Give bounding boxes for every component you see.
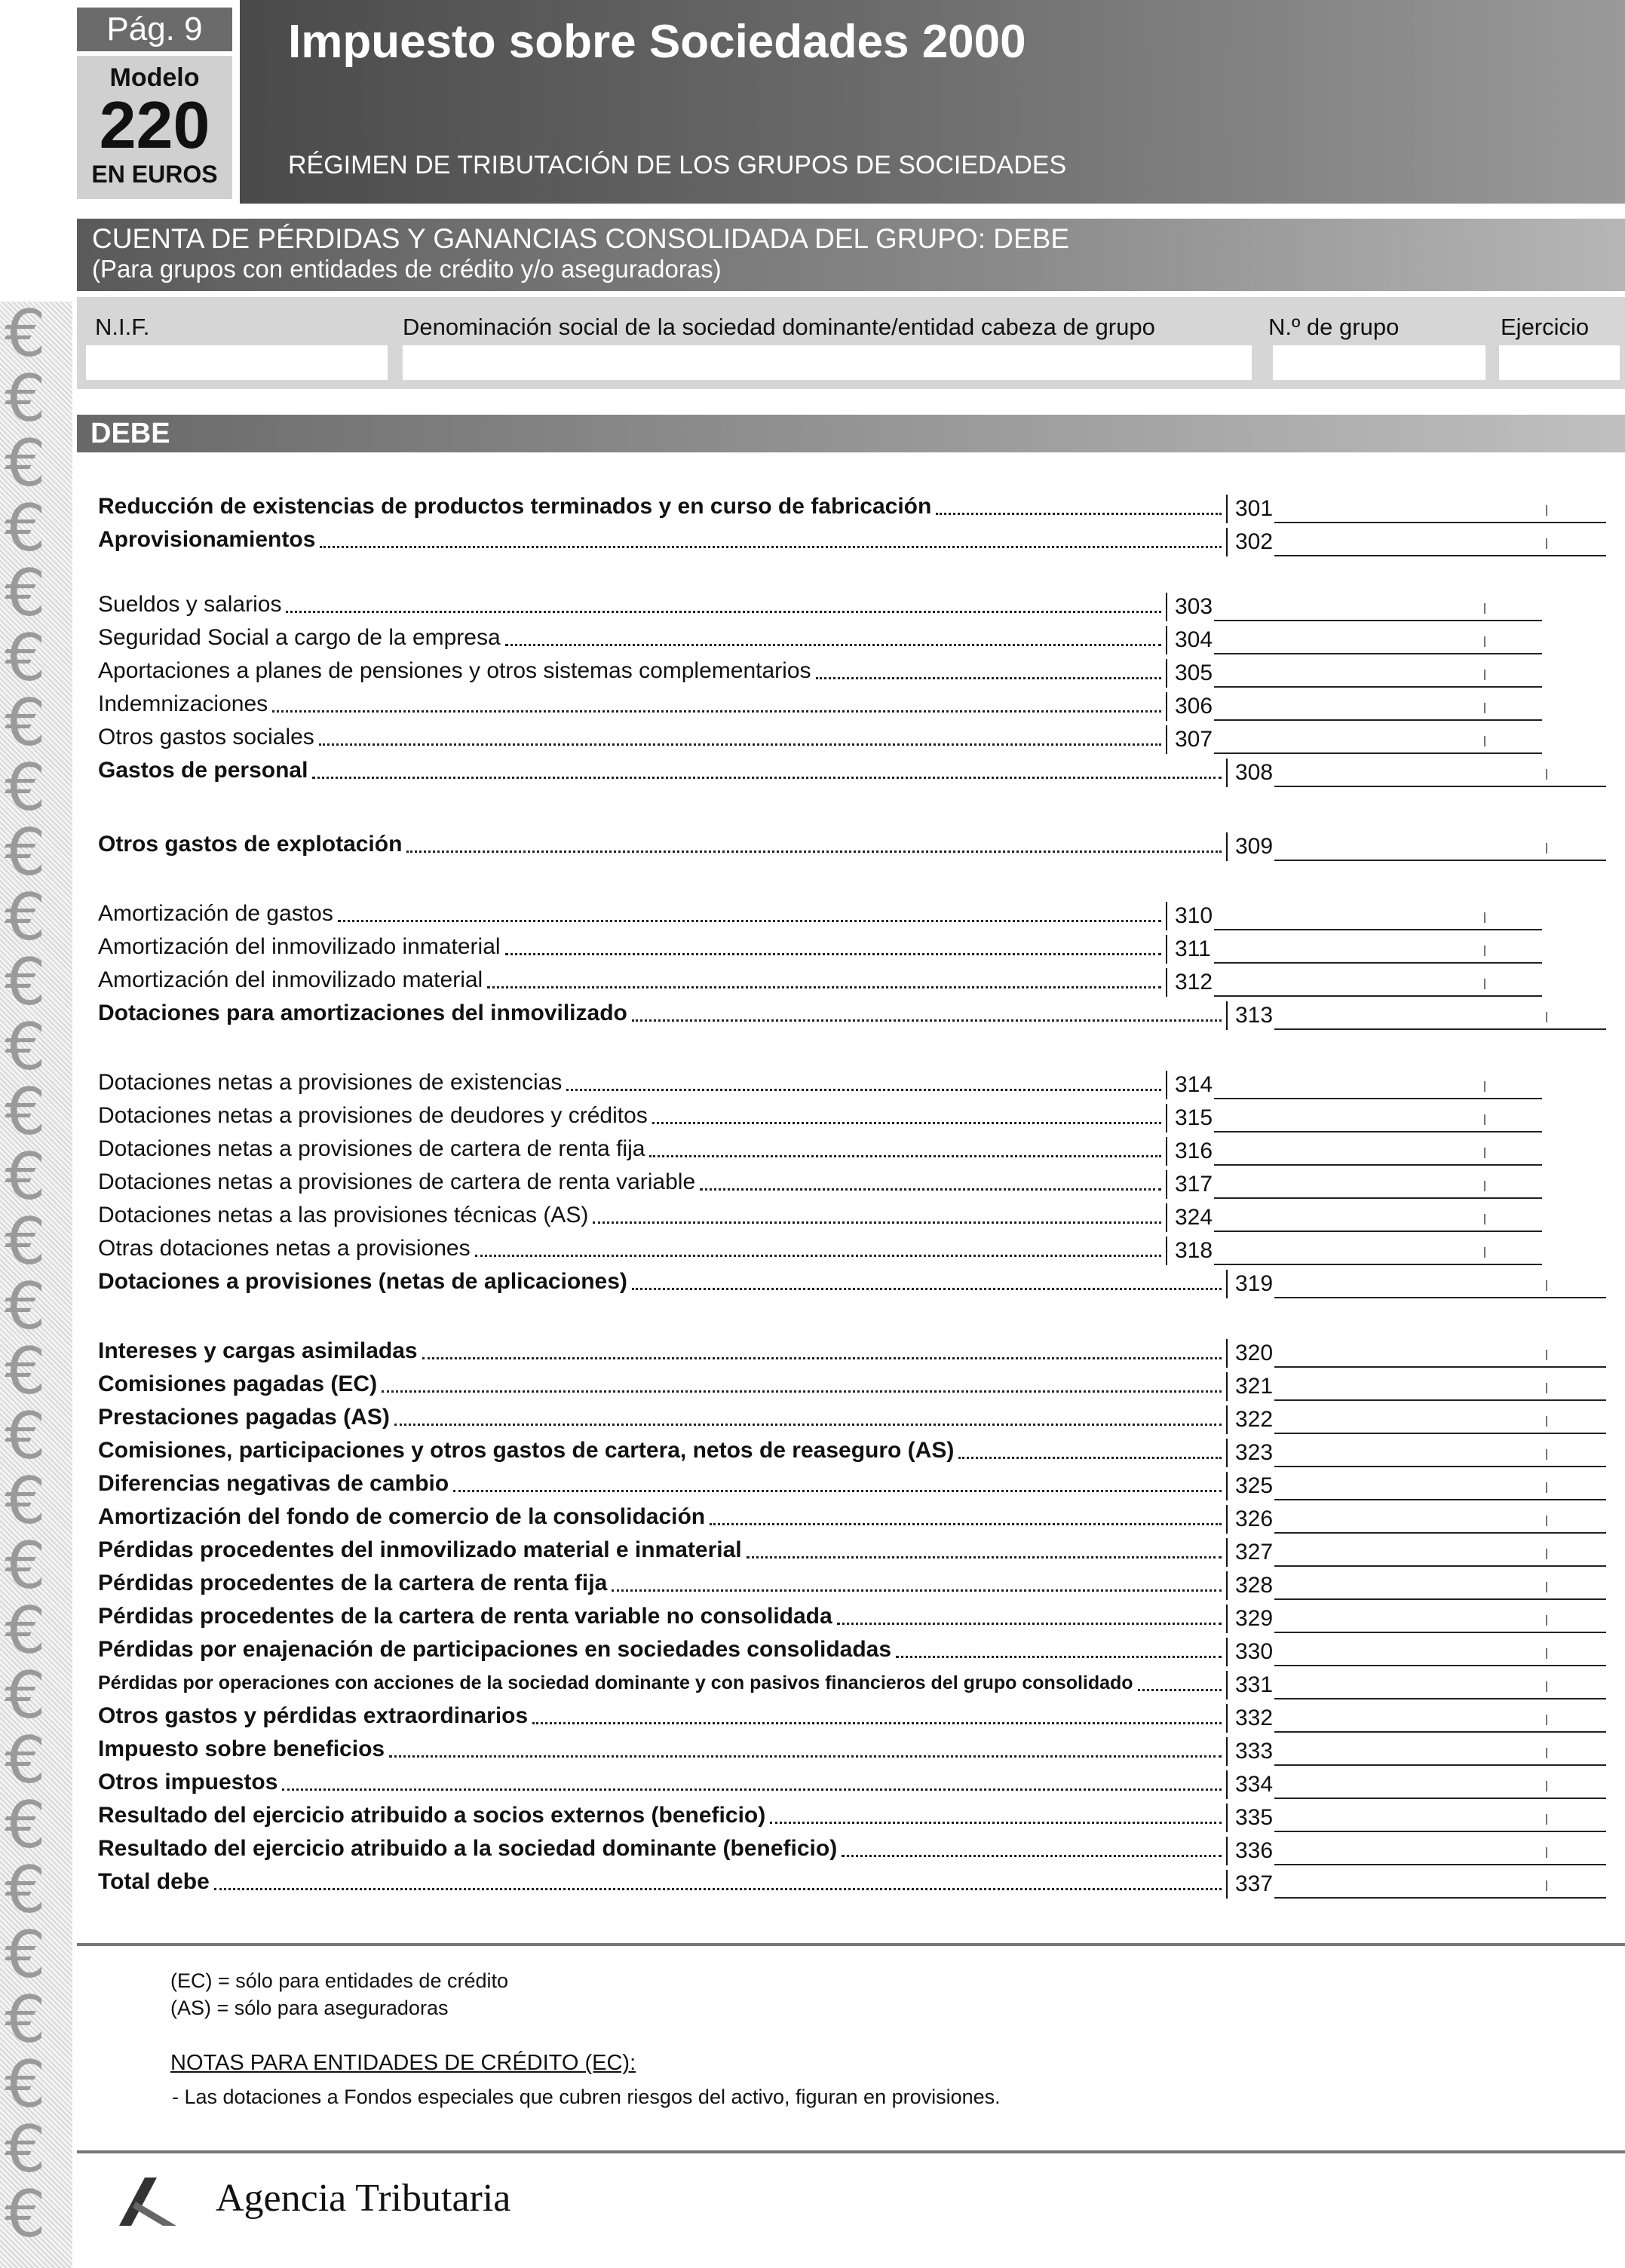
euro-icon: € — [5, 556, 46, 631]
debe-row-319 — [0, 1265, 1625, 1298]
modelo-label: Modelo — [109, 63, 200, 92]
amount-field-337[interactable] — [1274, 1865, 1606, 1899]
amount-field-316[interactable] — [1214, 1132, 1542, 1166]
row-label: Amortización del inmovilizado material — [98, 967, 483, 992]
row-code: 337 — [1226, 1870, 1273, 1899]
amount-field-336[interactable] — [1274, 1832, 1606, 1865]
debe-row-325 — [0, 1467, 1625, 1500]
row-code: 307 — [1166, 725, 1213, 754]
decimal-tick — [1546, 769, 1547, 780]
amount-field-320[interactable] — [1274, 1335, 1606, 1368]
decimal-tick — [1546, 1416, 1547, 1427]
amount-field-307[interactable] — [1214, 721, 1542, 754]
decimal-tick — [1546, 1748, 1547, 1758]
euro-icon: € — [5, 815, 46, 890]
row-label: Pérdidas procedentes del inmovilizado material e inmaterial — [98, 1537, 742, 1562]
row-label: Gastos de personal — [98, 758, 308, 783]
leader-dots — [422, 1357, 1222, 1359]
row-label: Resultado del ejercicio atribuido a socios externos (beneficio) — [98, 1803, 766, 1828]
row-label: Dotaciones para amortizaciones del inmovilizado — [98, 1001, 627, 1025]
leader-dots — [320, 546, 1222, 548]
leader-dots — [747, 1556, 1222, 1558]
amount-field-321[interactable] — [1274, 1368, 1606, 1401]
leader-dots — [593, 1221, 1161, 1224]
debe-row-317 — [0, 1166, 1625, 1199]
decimal-tick — [1484, 703, 1485, 713]
row-label: Dotaciones netas a provisiones de existencias — [98, 1070, 563, 1095]
leader-dots — [700, 1188, 1161, 1191]
row-code: 332 — [1226, 1704, 1273, 1733]
row-label: Prestaciones pagadas (AS) — [98, 1405, 390, 1430]
denominacion-field[interactable] — [403, 345, 1252, 380]
euro-icon: € — [5, 1982, 46, 2058]
row-code: 313 — [1226, 1001, 1273, 1030]
debe-row-316 — [0, 1132, 1625, 1166]
leader-dots — [406, 851, 1222, 853]
euro-icon: € — [5, 2112, 46, 2187]
debe-row-329 — [0, 1600, 1625, 1633]
decimal-tick — [1546, 538, 1547, 549]
leader-dots — [652, 1122, 1161, 1124]
amount-field-334[interactable] — [1274, 1766, 1606, 1799]
leader-dots — [214, 1888, 1222, 1890]
amount-field-312[interactable] — [1214, 964, 1542, 997]
euro-icon: € — [5, 1917, 46, 1993]
amount-field-323[interactable] — [1274, 1434, 1606, 1467]
row-code: 335 — [1226, 1804, 1273, 1832]
amount-field-330[interactable] — [1274, 1633, 1606, 1666]
ejercicio-label: Ejercicio — [1501, 314, 1590, 340]
debe-row-324 — [0, 1199, 1625, 1232]
euro-icon: € — [5, 1334, 46, 1409]
row-label: Otros impuestos — [98, 1770, 278, 1794]
debe-row-314 — [0, 1066, 1625, 1099]
decimal-tick — [1484, 912, 1485, 923]
leader-dots — [612, 1589, 1222, 1592]
row-code: 325 — [1226, 1472, 1273, 1500]
row-code: 312 — [1166, 968, 1213, 997]
leader-dots — [272, 710, 1161, 713]
debe-row-310 — [0, 897, 1625, 930]
leader-dots — [816, 677, 1162, 679]
row-label: Resultado del ejercicio atribuido a la sociedad dominante (beneficio) — [98, 1836, 838, 1861]
agency-name: Agencia Tributaria — [216, 2177, 511, 2220]
debe-row-318 — [0, 1232, 1625, 1265]
amount-field-327[interactable] — [1274, 1534, 1606, 1567]
decimal-tick — [1546, 1582, 1547, 1592]
row-code: 318 — [1166, 1237, 1213, 1265]
debe-row-335 — [0, 1799, 1625, 1832]
amount-field-318[interactable] — [1214, 1232, 1542, 1265]
decimal-tick — [1546, 1482, 1547, 1493]
amount-field-326[interactable] — [1274, 1500, 1606, 1534]
euro-icon: € — [5, 1463, 46, 1539]
amount-field-314[interactable] — [1214, 1066, 1542, 1099]
euro-icon: € — [5, 2177, 46, 2252]
leader-dots — [475, 1255, 1161, 1257]
debe-row-333 — [0, 1733, 1625, 1766]
amount-field-333[interactable] — [1274, 1733, 1606, 1766]
leader-dots — [770, 1822, 1222, 1824]
leader-dots — [382, 1390, 1222, 1393]
notes-item: - Las dotaciones a Fondos especiales que cubren riesgos del activo, figuran en provisiones. — [172, 2086, 1001, 2108]
amount-field-305[interactable] — [1214, 654, 1542, 688]
debe-row-301 — [0, 490, 1625, 523]
euro-icon: € — [5, 1658, 46, 1733]
leader-dots — [389, 1755, 1222, 1758]
decimal-tick — [1546, 1615, 1547, 1626]
row-code: 321 — [1226, 1372, 1273, 1401]
row-label: Reducción de existencias de productos terminados y en curso de fabricación — [98, 494, 932, 519]
decimal-tick — [1546, 1350, 1547, 1360]
leader-dots — [837, 1623, 1222, 1625]
row-code: 336 — [1226, 1837, 1273, 1865]
row-code: 308 — [1226, 759, 1273, 787]
row-code: 316 — [1166, 1137, 1213, 1166]
decimal-tick — [1546, 1516, 1547, 1526]
row-code: 302 — [1226, 528, 1273, 556]
row-label: Indemnizaciones — [98, 691, 268, 716]
leader-dots — [505, 953, 1161, 955]
amount-field-324[interactable] — [1214, 1199, 1542, 1232]
form-title: Impuesto sobre Sociedades 2000 — [288, 16, 1026, 68]
amount-field-308[interactable] — [1274, 754, 1606, 787]
footer-separator — [77, 2150, 1625, 2153]
euro-icon: € — [5, 2047, 46, 2122]
decimal-tick — [1546, 1781, 1547, 1791]
amount-field-328[interactable] — [1274, 1567, 1606, 1600]
decimal-tick — [1484, 636, 1485, 647]
leader-dots — [842, 1855, 1222, 1857]
leader-dots — [632, 1019, 1222, 1022]
section-subtitle: (Para grupos con entidades de crédito y/o aseguradoras) — [92, 255, 722, 283]
section-header — [77, 219, 1625, 291]
leader-dots — [710, 1523, 1222, 1525]
amount-field-329[interactable] — [1274, 1600, 1606, 1633]
debe-row-305 — [0, 654, 1625, 688]
row-code: 317 — [1166, 1170, 1213, 1199]
euro-icon: € — [5, 621, 46, 696]
leader-dots — [958, 1457, 1222, 1459]
debe-row-315 — [0, 1099, 1625, 1132]
rows-separator — [77, 1943, 1625, 1946]
debe-row-323 — [0, 1434, 1625, 1467]
row-code: 309 — [1226, 832, 1273, 861]
euro-icon: € — [5, 1723, 46, 1798]
decimal-tick — [1484, 1214, 1485, 1224]
amount-field-325[interactable] — [1274, 1467, 1606, 1500]
row-code: 328 — [1226, 1571, 1273, 1600]
decimal-tick — [1546, 1880, 1547, 1891]
debe-row-313 — [0, 997, 1625, 1030]
debe-row-309 — [0, 828, 1625, 861]
decimal-tick — [1546, 1814, 1547, 1825]
nif-label: N.I.F. — [95, 314, 150, 340]
debe-row-306 — [0, 688, 1625, 721]
section-title: CUENTA DE PÉRDIDAS Y GANANCIAS CONSOLIDADA DEL GRUPO: DEBE — [92, 223, 1070, 254]
decimal-tick — [1546, 1383, 1547, 1393]
euro-icon: € — [5, 880, 46, 955]
row-code: 322 — [1226, 1405, 1273, 1434]
leader-dots — [649, 1155, 1161, 1157]
leader-dots — [632, 1288, 1222, 1290]
euro-icon: € — [5, 1269, 46, 1344]
leader-dots — [1138, 1689, 1222, 1691]
row-label: Otras dotaciones netas a provisiones — [98, 1236, 471, 1261]
row-code: 314 — [1166, 1071, 1213, 1099]
row-code: 303 — [1166, 593, 1213, 621]
modelo-number: 220 — [99, 87, 210, 162]
debe-row-311 — [0, 930, 1625, 964]
debe-row-312 — [0, 964, 1625, 997]
euro-icon: € — [5, 491, 46, 566]
leader-dots — [319, 743, 1161, 746]
row-code: 315 — [1166, 1104, 1213, 1132]
row-code: 327 — [1226, 1538, 1273, 1567]
row-code: 306 — [1166, 692, 1213, 721]
row-code: 331 — [1226, 1671, 1273, 1699]
row-code: 324 — [1166, 1203, 1213, 1232]
leader-dots — [286, 611, 1161, 613]
decimal-tick — [1484, 1114, 1485, 1125]
row-label: Dotaciones netas a provisiones de cartera de renta fija — [98, 1136, 645, 1161]
decimal-tick — [1484, 1247, 1485, 1258]
row-label: Aportaciones a planes de pensiones y otros sistemas complementarios — [98, 658, 811, 683]
decimal-tick — [1484, 979, 1485, 989]
row-label: Pérdidas procedentes de la cartera de renta variable no consolidada — [98, 1604, 832, 1629]
leader-dots — [338, 920, 1161, 922]
euro-icon: € — [5, 750, 46, 826]
identification-row — [77, 297, 1625, 389]
currency-label: EN EUROS — [91, 161, 218, 188]
legend-as: (AS) = sólo para aseguradoras — [170, 1997, 449, 2019]
row-label: Sueldos y salarios — [98, 592, 282, 617]
leader-dots — [896, 1656, 1222, 1658]
leader-dots — [487, 986, 1161, 988]
row-label: Pérdidas por enajenación de participaciones en sociedades consolidadas — [98, 1637, 892, 1662]
euro-icon: € — [5, 1788, 46, 1863]
euro-icon: € — [5, 1010, 46, 1085]
amount-field-317[interactable] — [1214, 1166, 1542, 1199]
decimal-tick — [1546, 1549, 1547, 1559]
euro-icon: € — [5, 1528, 46, 1604]
euro-icon: € — [5, 1204, 46, 1280]
amount-field-310[interactable] — [1214, 897, 1542, 930]
amount-field-331[interactable] — [1274, 1666, 1606, 1699]
agencia-tributaria-logo-icon — [113, 2171, 181, 2232]
debe-label: DEBE — [90, 418, 170, 449]
row-label: Amortización de gastos — [98, 901, 333, 926]
leader-dots — [566, 1089, 1161, 1091]
decimal-tick — [1484, 736, 1485, 746]
decimal-tick — [1546, 1280, 1547, 1291]
row-code: 311 — [1166, 935, 1211, 964]
decimal-tick — [1546, 1648, 1547, 1659]
leader-dots — [282, 1788, 1222, 1791]
row-label: Otros gastos de explotación — [98, 832, 403, 857]
decimal-tick — [1484, 946, 1485, 956]
decimal-tick — [1484, 1081, 1485, 1092]
form-subtitle: RÉGIMEN DE TRIBUTACIÓN DE LOS GRUPOS DE SOCIEDADES — [288, 151, 1067, 179]
page-number: Pág. 9 — [77, 8, 232, 51]
debe-row-332 — [0, 1699, 1625, 1733]
leader-dots — [532, 1722, 1222, 1724]
row-label: Otros gastos sociales — [98, 725, 314, 749]
euro-icon: € — [5, 1139, 46, 1215]
row-label: Dotaciones a provisiones (netas de aplicaciones) — [98, 1269, 627, 1294]
decimal-tick — [1484, 670, 1485, 680]
euro-icon: € — [5, 945, 46, 1020]
row-label: Intereses y cargas asimiladas — [98, 1338, 418, 1363]
amount-field-315[interactable] — [1214, 1099, 1542, 1132]
decimal-tick — [1484, 603, 1485, 614]
debe-row-327 — [0, 1534, 1625, 1567]
amount-field-311[interactable] — [1214, 930, 1542, 964]
amount-field-309[interactable] — [1274, 828, 1606, 861]
row-label: Pérdidas procedentes de la cartera de renta fija — [98, 1571, 608, 1595]
row-code: 304 — [1166, 626, 1213, 654]
decimal-tick — [1546, 1681, 1547, 1692]
debe-row-322 — [0, 1401, 1625, 1434]
row-code: 334 — [1226, 1770, 1273, 1799]
modelo-box — [77, 56, 232, 199]
decimal-tick — [1484, 1181, 1485, 1191]
debe-row-334 — [0, 1766, 1625, 1799]
row-code: 305 — [1166, 659, 1213, 688]
euro-icon: € — [5, 1074, 46, 1150]
amount-field-332[interactable] — [1274, 1699, 1606, 1733]
euro-icon: € — [5, 1399, 46, 1474]
euro-icon: € — [5, 426, 46, 501]
row-label: Pérdidas por operaciones con acciones de la sociedad dominante y con pasivos financieros del grupo consolidado — [98, 1672, 1133, 1693]
leader-dots — [936, 513, 1222, 515]
amount-field-335[interactable] — [1274, 1799, 1606, 1832]
euro-icon: € — [5, 1593, 46, 1669]
row-label: Dotaciones netas a provisiones de cartera de renta variable — [98, 1169, 696, 1194]
row-code: 329 — [1226, 1604, 1273, 1633]
debe-row-328 — [0, 1567, 1625, 1600]
row-code: 326 — [1226, 1505, 1273, 1534]
leader-dots — [505, 644, 1161, 646]
row-code: 323 — [1226, 1439, 1273, 1467]
amount-field-302[interactable] — [1274, 523, 1606, 556]
decimal-tick — [1546, 505, 1547, 516]
row-code: 310 — [1166, 902, 1213, 930]
leader-dots — [312, 777, 1222, 779]
debe-row-307 — [0, 721, 1625, 754]
debe-row-304 — [0, 621, 1625, 654]
grupo-label: N.º de grupo — [1268, 314, 1400, 340]
debe-row-303 — [0, 588, 1625, 621]
debe-row-326 — [0, 1500, 1625, 1534]
leader-dots — [453, 1490, 1222, 1492]
decimal-tick — [1546, 1012, 1547, 1022]
amount-field-303[interactable] — [1214, 588, 1542, 621]
row-label: Total debe — [98, 1869, 210, 1894]
row-code: 333 — [1226, 1737, 1273, 1766]
debe-row-302 — [0, 523, 1625, 556]
row-code: 319 — [1226, 1270, 1273, 1298]
euro-icon: € — [5, 302, 46, 372]
row-code: 320 — [1226, 1339, 1273, 1368]
decimal-tick — [1546, 843, 1547, 854]
debe-band — [77, 415, 1625, 452]
row-label: Otros gastos y pérdidas extraordinarios — [98, 1703, 529, 1728]
amount-field-319[interactable] — [1274, 1265, 1606, 1298]
debe-row-321 — [0, 1368, 1625, 1401]
row-label: Seguridad Social a cargo de la empresa — [98, 625, 501, 650]
decimal-tick — [1546, 1715, 1547, 1725]
debe-row-330 — [0, 1633, 1625, 1666]
decimal-tick — [1546, 1847, 1547, 1858]
row-label: Comisiones, participaciones y otros gastos de cartera, netos de reaseguro (AS) — [98, 1438, 955, 1463]
denominacion-label: Denominación social de la sociedad dominante/entidad cabeza de grupo — [403, 314, 1155, 340]
amount-field-304[interactable] — [1214, 621, 1542, 654]
euro-icon: € — [5, 1853, 46, 1928]
nif-field[interactable] — [86, 345, 388, 380]
ejercicio-field[interactable] — [1499, 345, 1620, 380]
decimal-tick — [1484, 1148, 1485, 1158]
row-label: Aprovisionamientos — [98, 527, 316, 552]
row-label: Amortización del inmovilizado inmaterial — [98, 934, 501, 959]
leader-dots — [394, 1424, 1222, 1426]
euro-icon: € — [5, 361, 46, 437]
row-label: Amortización del fondo de comercio de la consolidación — [98, 1504, 706, 1529]
grupo-field[interactable] — [1273, 345, 1485, 380]
decimal-tick — [1546, 1449, 1547, 1460]
amount-field-301[interactable] — [1274, 490, 1606, 523]
euro-icon: € — [5, 685, 46, 761]
row-label: Dotaciones netas a provisiones de deudores y créditos — [98, 1103, 648, 1128]
row-label: Impuesto sobre beneficios — [98, 1736, 385, 1761]
debe-row-331 — [0, 1666, 1625, 1699]
debe-row-336 — [0, 1832, 1625, 1865]
row-code: 301 — [1226, 495, 1273, 523]
row-code: 330 — [1226, 1638, 1273, 1666]
debe-row-320 — [0, 1335, 1625, 1368]
row-label: Dotaciones netas a las provisiones técnicas (AS) — [98, 1203, 589, 1227]
notes-title: NOTAS PARA ENTIDADES DE CRÉDITO (EC): — [170, 2051, 636, 2075]
legend-ec: (EC) = sólo para entidades de crédito — [170, 1969, 509, 1992]
debe-row-337 — [0, 1865, 1625, 1899]
header-band — [240, 0, 1625, 204]
row-label: Diferencias negativas de cambio — [98, 1471, 449, 1496]
amount-field-313[interactable] — [1274, 997, 1606, 1030]
amount-field-306[interactable] — [1214, 688, 1542, 721]
amount-field-322[interactable] — [1274, 1401, 1606, 1434]
debe-row-308 — [0, 754, 1625, 787]
row-label: Comisiones pagadas (EC) — [98, 1372, 378, 1396]
